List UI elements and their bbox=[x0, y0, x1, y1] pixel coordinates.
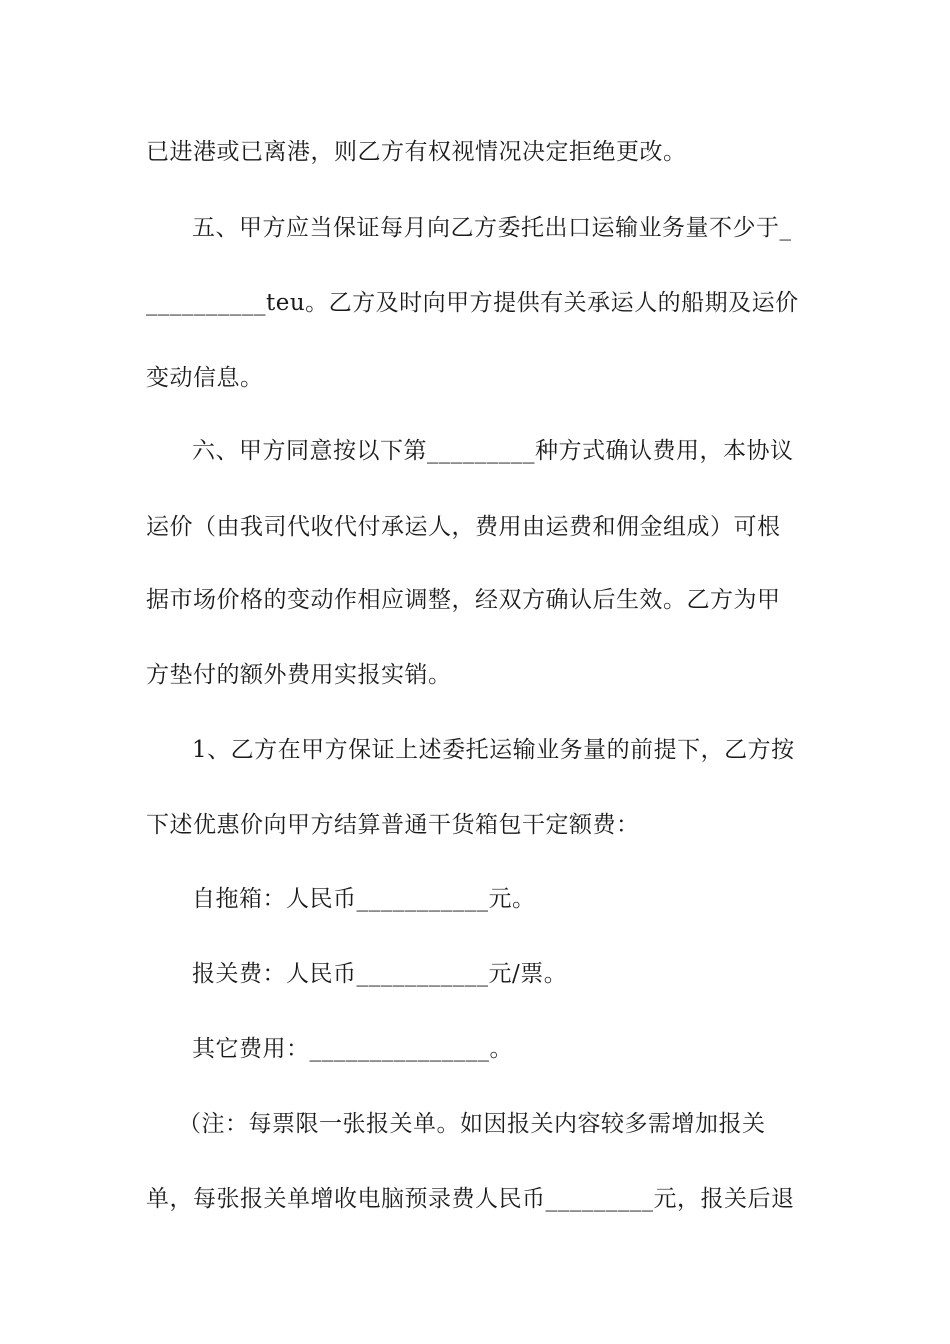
paragraph-line: 六、甲方同意按以下第_________种方式确认费用，本协议 bbox=[192, 438, 794, 464]
paragraph-line: 自拖箱：人民币___________元。 bbox=[192, 886, 536, 912]
paragraph-line: 五、甲方应当保证每月向乙方委托出口运输业务量不少于_ bbox=[192, 215, 792, 241]
paragraph-line: 其它费用：_______________。 bbox=[192, 1036, 513, 1062]
paragraph-line: __________teu。乙方及时向甲方提供有关承运人的船期及运价 bbox=[146, 290, 799, 316]
paragraph-line: 运价（由我司代收代付承运人，费用由运费和佣金组成）可根 bbox=[146, 514, 781, 540]
paragraph-line: 报关费：人民币___________元/票。 bbox=[192, 961, 568, 987]
paragraph-line: 已进港或已离港，则乙方有权视情况决定拒绝更改。 bbox=[146, 139, 687, 165]
paragraph-line: 下述优惠价向甲方结算普通干货箱包干定额费： bbox=[146, 812, 640, 838]
paragraph-line: （注：每票限一张报关单。如因报关内容较多需增加报关 bbox=[178, 1111, 766, 1137]
paragraph-line: 单，每张报关单增收电脑预录费人民币_________元，报关后退 bbox=[146, 1186, 795, 1212]
paragraph-line: 1、乙方在甲方保证上述委托运输业务量的前提下，乙方按 bbox=[192, 737, 795, 763]
paragraph-line: 方垫付的额外费用实报实销。 bbox=[146, 662, 452, 688]
paragraph-line: 据市场价格的变动作相应调整，经双方确认后生效。乙方为甲 bbox=[146, 587, 781, 613]
paragraph-line: 变动信息。 bbox=[146, 365, 264, 391]
